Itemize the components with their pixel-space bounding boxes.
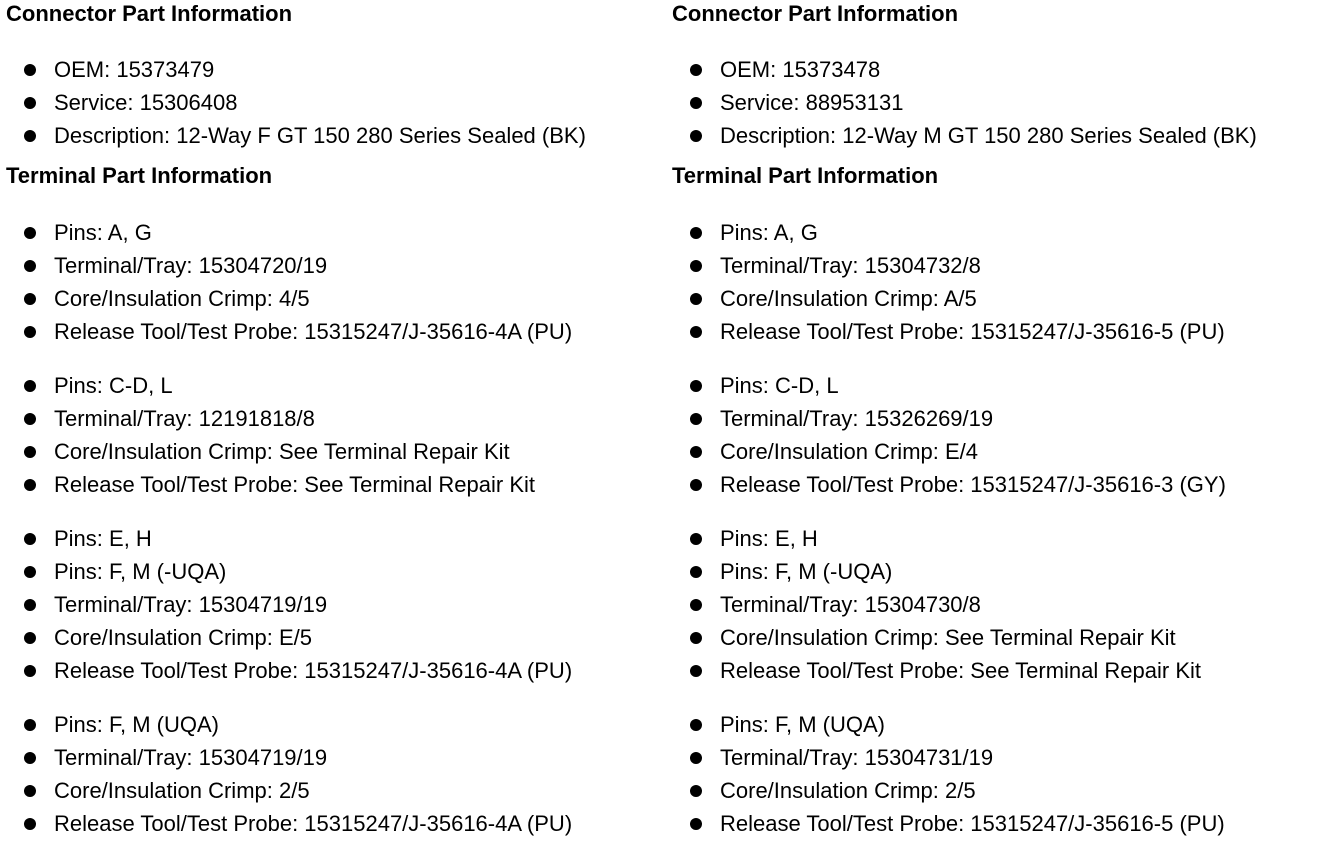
item-text: Release Tool/Test Probe: 15315247/J-35616-4A (PU) — [54, 658, 573, 683]
bullet-icon — [690, 533, 702, 545]
item-text: Pins: F, M (-UQA) — [54, 559, 227, 584]
item-text: Pins: C-D, L — [54, 373, 173, 398]
bullet-icon — [24, 533, 36, 545]
bullet-icon — [690, 293, 702, 305]
item-text: Pins: F, M (UQA) — [54, 712, 220, 737]
item-text: Pins: F, M (-UQA) — [720, 559, 893, 584]
item-text: Core/Insulation Crimp: See Terminal Repair Kit — [720, 625, 1176, 650]
bullet-icon — [690, 64, 702, 76]
bullet-icon — [24, 599, 36, 611]
terminal-heading: Terminal Part Information — [6, 163, 273, 188]
bullet-icon — [690, 97, 702, 109]
bullet-icon — [24, 413, 36, 425]
item-text: Core/Insulation Crimp: 2/5 — [54, 778, 310, 803]
bullet-icon — [24, 818, 36, 830]
item-text: Release Tool/Test Probe: See Terminal Repair Kit — [720, 658, 1201, 683]
item-text: Core/Insulation Crimp: 4/5 — [54, 286, 310, 311]
item-text: Terminal/Tray: 15304732/8 — [720, 253, 981, 278]
bullet-icon — [24, 665, 36, 677]
bullet-icon — [24, 293, 36, 305]
item-text: Pins: A, G — [54, 220, 152, 245]
bullet-icon — [24, 97, 36, 109]
bullet-icon — [690, 632, 702, 644]
bullet-icon — [24, 446, 36, 458]
bullet-icon — [690, 413, 702, 425]
bullet-icon — [24, 632, 36, 644]
bullet-icon — [690, 599, 702, 611]
item-text: Pins: C-D, L — [720, 373, 839, 398]
bullet-icon — [690, 380, 702, 392]
bullet-icon — [24, 719, 36, 731]
item-text: Terminal/Tray: 12191818/8 — [54, 406, 315, 431]
item-text: Pins: F, M (UQA) — [720, 712, 886, 737]
bullet-icon — [690, 446, 702, 458]
bullet-icon — [24, 785, 36, 797]
item-text: Release Tool/Test Probe: 15315247/J-35616-3 (GY) — [720, 472, 1226, 497]
item-text: Terminal/Tray: 15304731/19 — [720, 745, 994, 770]
item-text: Core/Insulation Crimp: E/5 — [54, 625, 312, 650]
item-text: Core/Insulation Crimp: See Terminal Repair Kit — [54, 439, 510, 464]
item-text: Release Tool/Test Probe: 15315247/J-35616-4A (PU) — [54, 811, 573, 836]
bullet-icon — [24, 227, 36, 239]
item-text: OEM: 15373478 — [720, 57, 881, 82]
item-text: Terminal/Tray: 15304730/8 — [720, 592, 981, 617]
item-text: Release Tool/Test Probe: 15315247/J-35616-4A (PU) — [54, 319, 573, 344]
bullet-icon — [690, 326, 702, 338]
item-text: Core/Insulation Crimp: E/4 — [720, 439, 978, 464]
bullet-icon — [690, 665, 702, 677]
bullet-icon — [690, 818, 702, 830]
item-text: Core/Insulation Crimp: A/5 — [720, 286, 977, 311]
item-text: Terminal/Tray: 15326269/19 — [720, 406, 994, 431]
item-text: Pins: A, G — [720, 220, 818, 245]
item-text: Service: 15306408 — [54, 90, 238, 115]
item-text: Core/Insulation Crimp: 2/5 — [720, 778, 976, 803]
bullet-icon — [690, 479, 702, 491]
bullet-icon — [690, 752, 702, 764]
bullet-icon — [24, 326, 36, 338]
bullet-icon — [24, 479, 36, 491]
item-text: Description: 12-Way M GT 150 280 Series Sealed (BK) — [720, 123, 1257, 148]
item-text: Terminal/Tray: 15304720/19 — [54, 253, 328, 278]
connector-heading: Connector Part Information — [672, 1, 959, 26]
bullet-icon — [690, 566, 702, 578]
item-text: Release Tool/Test Probe: 15315247/J-35616-5 (PU) — [720, 319, 1225, 344]
bullet-icon — [690, 719, 702, 731]
item-text: Terminal/Tray: 15304719/19 — [54, 745, 328, 770]
item-text: Service: 88953131 — [720, 90, 904, 115]
item-text: Release Tool/Test Probe: See Terminal Repair Kit — [54, 472, 535, 497]
bullet-icon — [24, 752, 36, 764]
bullet-icon — [24, 64, 36, 76]
item-text: Release Tool/Test Probe: 15315247/J-35616-5 (PU) — [720, 811, 1225, 836]
bullet-icon — [690, 260, 702, 272]
bullet-icon — [690, 130, 702, 142]
item-text: Description: 12-Way F GT 150 280 Series Sealed (BK) — [54, 123, 586, 148]
bullet-icon — [690, 785, 702, 797]
bullet-icon — [24, 130, 36, 142]
bullet-icon — [24, 566, 36, 578]
connector-heading: Connector Part Information — [6, 1, 293, 26]
item-text: Pins: E, H — [720, 526, 818, 551]
item-text: OEM: 15373479 — [54, 57, 215, 82]
item-text: Pins: E, H — [54, 526, 152, 551]
bullet-icon — [690, 227, 702, 239]
item-text: Terminal/Tray: 15304719/19 — [54, 592, 328, 617]
bullet-icon — [24, 380, 36, 392]
bullet-icon — [24, 260, 36, 272]
terminal-heading: Terminal Part Information — [672, 163, 939, 188]
